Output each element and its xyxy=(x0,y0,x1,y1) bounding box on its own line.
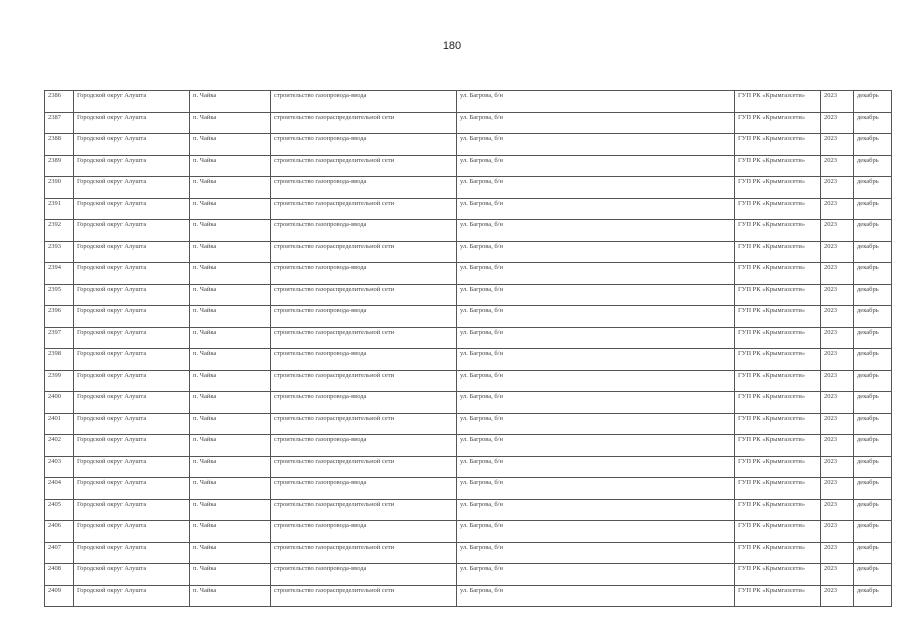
address-cell: ул. Багрова, б/н xyxy=(457,112,735,134)
district-cell: Городской округ Алушта xyxy=(74,134,190,156)
year-cell: 2023 xyxy=(821,220,854,242)
row-number-cell: 2409 xyxy=(45,585,74,607)
settlement-cell: п. Чайка xyxy=(190,370,271,392)
settlement-cell: п. Чайка xyxy=(190,435,271,457)
month-cell: декабрь xyxy=(854,392,892,414)
settlement-cell: п. Чайка xyxy=(190,542,271,564)
work-type-cell: строительство газопровода-ввода xyxy=(271,306,457,328)
settlement-cell: п. Чайка xyxy=(190,478,271,500)
row-number-cell: 2402 xyxy=(45,435,74,457)
settlement-cell: п. Чайка xyxy=(190,177,271,199)
settlement-cell: п. Чайка xyxy=(190,564,271,586)
work-type-cell: строительство газораспределительной сети xyxy=(271,585,457,607)
table-row xyxy=(45,177,892,199)
year-cell: 2023 xyxy=(821,91,854,113)
organization-cell: ГУП РК «Крымгазсети» xyxy=(735,585,821,607)
table-row xyxy=(45,306,892,328)
settlement-cell: п. Чайка xyxy=(190,241,271,263)
table-row xyxy=(45,134,892,156)
year-cell: 2023 xyxy=(821,456,854,478)
year-cell: 2023 xyxy=(821,112,854,134)
organization-cell: ГУП РК «Крымгазсети» xyxy=(735,220,821,242)
table-row xyxy=(45,284,892,306)
year-cell: 2023 xyxy=(821,370,854,392)
organization-cell: ГУП РК «Крымгазсети» xyxy=(735,327,821,349)
work-type-cell: строительство газораспределительной сети xyxy=(271,499,457,521)
work-type-cell: строительство газораспределительной сети xyxy=(271,456,457,478)
address-cell: ул. Багрова, б/н xyxy=(457,349,735,371)
settlement-cell: п. Чайка xyxy=(190,220,271,242)
district-cell: Городской округ Алушта xyxy=(74,413,190,435)
year-cell: 2023 xyxy=(821,499,854,521)
month-cell: декабрь xyxy=(854,564,892,586)
gas-works-table xyxy=(44,90,892,607)
work-type-cell: строительство газораспределительной сети xyxy=(271,112,457,134)
table-row xyxy=(45,198,892,220)
table-row xyxy=(45,499,892,521)
district-cell: Городской округ Алушта xyxy=(74,306,190,328)
settlement-cell: п. Чайка xyxy=(190,585,271,607)
district-cell: Городской округ Алушта xyxy=(74,155,190,177)
organization-cell: ГУП РК «Крымгазсети» xyxy=(735,370,821,392)
district-cell: Городской округ Алушта xyxy=(74,392,190,414)
month-cell: декабрь xyxy=(854,521,892,543)
district-cell: Городской округ Алушта xyxy=(74,284,190,306)
address-cell: ул. Багрова, б/н xyxy=(457,435,735,457)
month-cell: декабрь xyxy=(854,263,892,285)
address-cell: ул. Багрова, б/н xyxy=(457,413,735,435)
settlement-cell: п. Чайка xyxy=(190,155,271,177)
settlement-cell: п. Чайка xyxy=(190,198,271,220)
district-cell: Городской округ Алушта xyxy=(74,499,190,521)
address-cell: ул. Багрова, б/н xyxy=(457,521,735,543)
year-cell: 2023 xyxy=(821,435,854,457)
work-type-cell: строительство газораспределительной сети xyxy=(271,155,457,177)
district-cell: Городской округ Алушта xyxy=(74,585,190,607)
row-number-cell: 2388 xyxy=(45,134,74,156)
work-type-cell: строительство газопровода-ввода xyxy=(271,392,457,414)
work-type-cell: строительство газопровода-ввода xyxy=(271,91,457,113)
organization-cell: ГУП РК «Крымгазсети» xyxy=(735,155,821,177)
district-cell: Городской округ Алушта xyxy=(74,435,190,457)
organization-cell: ГУП РК «Крымгазсети» xyxy=(735,392,821,414)
year-cell: 2023 xyxy=(821,284,854,306)
table-row xyxy=(45,478,892,500)
month-cell: декабрь xyxy=(854,241,892,263)
table-row xyxy=(45,435,892,457)
district-cell: Городской округ Алушта xyxy=(74,263,190,285)
work-type-cell: строительство газораспределительной сети xyxy=(271,241,457,263)
row-number-cell: 2395 xyxy=(45,284,74,306)
address-cell: ул. Багрова, б/н xyxy=(457,542,735,564)
district-cell: Городской округ Алушта xyxy=(74,564,190,586)
month-cell: декабрь xyxy=(854,155,892,177)
district-cell: Городской округ Алушта xyxy=(74,478,190,500)
table-body xyxy=(45,91,892,607)
settlement-cell: п. Чайка xyxy=(190,134,271,156)
year-cell: 2023 xyxy=(821,542,854,564)
year-cell: 2023 xyxy=(821,585,854,607)
settlement-cell: п. Чайка xyxy=(190,112,271,134)
settlement-cell: п. Чайка xyxy=(190,91,271,113)
address-cell: ул. Багрова, б/н xyxy=(457,198,735,220)
work-type-cell: строительство газораспределительной сети xyxy=(271,413,457,435)
row-number-cell: 2392 xyxy=(45,220,74,242)
row-number-cell: 2405 xyxy=(45,499,74,521)
organization-cell: ГУП РК «Крымгазсети» xyxy=(735,198,821,220)
month-cell: декабрь xyxy=(854,585,892,607)
table-row xyxy=(45,542,892,564)
organization-cell: ГУП РК «Крымгазсети» xyxy=(735,349,821,371)
address-cell: ул. Багрова, б/н xyxy=(457,284,735,306)
year-cell: 2023 xyxy=(821,349,854,371)
settlement-cell: п. Чайка xyxy=(190,392,271,414)
organization-cell: ГУП РК «Крымгазсети» xyxy=(735,112,821,134)
year-cell: 2023 xyxy=(821,413,854,435)
settlement-cell: п. Чайка xyxy=(190,413,271,435)
address-cell: ул. Багрова, б/н xyxy=(457,155,735,177)
year-cell: 2023 xyxy=(821,478,854,500)
address-cell: ул. Багрова, б/н xyxy=(457,177,735,199)
district-cell: Городской округ Алушта xyxy=(74,327,190,349)
address-cell: ул. Багрова, б/н xyxy=(457,499,735,521)
address-cell: ул. Багрова, б/н xyxy=(457,220,735,242)
address-cell: ул. Багрова, б/н xyxy=(457,585,735,607)
table-row xyxy=(45,456,892,478)
month-cell: декабрь xyxy=(854,456,892,478)
address-cell: ул. Багрова, б/н xyxy=(457,392,735,414)
year-cell: 2023 xyxy=(821,521,854,543)
row-number-cell: 2404 xyxy=(45,478,74,500)
month-cell: декабрь xyxy=(854,435,892,457)
work-type-cell: строительство газопровода-ввода xyxy=(271,564,457,586)
settlement-cell: п. Чайка xyxy=(190,306,271,328)
month-cell: декабрь xyxy=(854,478,892,500)
row-number-cell: 2398 xyxy=(45,349,74,371)
district-cell: Городской округ Алушта xyxy=(74,198,190,220)
month-cell: декабрь xyxy=(854,91,892,113)
row-number-cell: 2387 xyxy=(45,112,74,134)
work-type-cell: строительство газопровода-ввода xyxy=(271,263,457,285)
address-cell: ул. Багрова, б/н xyxy=(457,478,735,500)
work-type-cell: строительство газопровода-ввода xyxy=(271,134,457,156)
table-row xyxy=(45,155,892,177)
organization-cell: ГУП РК «Крымгазсети» xyxy=(735,413,821,435)
table-row xyxy=(45,564,892,586)
work-type-cell: строительство газопровода-ввода xyxy=(271,478,457,500)
address-cell: ул. Багрова, б/н xyxy=(457,241,735,263)
row-number-cell: 2390 xyxy=(45,177,74,199)
row-number-cell: 2396 xyxy=(45,306,74,328)
work-type-cell: строительство газопровода-ввода xyxy=(271,220,457,242)
district-cell: Городской округ Алушта xyxy=(74,370,190,392)
table-row xyxy=(45,327,892,349)
row-number-cell: 2407 xyxy=(45,542,74,564)
settlement-cell: п. Чайка xyxy=(190,263,271,285)
district-cell: Городской округ Алушта xyxy=(74,349,190,371)
organization-cell: ГУП РК «Крымгазсети» xyxy=(735,564,821,586)
month-cell: декабрь xyxy=(854,327,892,349)
district-cell: Городской округ Алушта xyxy=(74,521,190,543)
year-cell: 2023 xyxy=(821,241,854,263)
organization-cell: ГУП РК «Крымгазсети» xyxy=(735,91,821,113)
work-type-cell: строительство газопровода-ввода xyxy=(271,435,457,457)
district-cell: Городской округ Алушта xyxy=(74,456,190,478)
row-number-cell: 2399 xyxy=(45,370,74,392)
address-cell: ул. Багрова, б/н xyxy=(457,456,735,478)
table-row xyxy=(45,263,892,285)
month-cell: декабрь xyxy=(854,413,892,435)
row-number-cell: 2397 xyxy=(45,327,74,349)
work-type-cell: строительство газопровода-ввода xyxy=(271,177,457,199)
settlement-cell: п. Чайка xyxy=(190,327,271,349)
month-cell: декабрь xyxy=(854,499,892,521)
table-row xyxy=(45,112,892,134)
row-number-cell: 2393 xyxy=(45,241,74,263)
table-row xyxy=(45,349,892,371)
row-number-cell: 2389 xyxy=(45,155,74,177)
year-cell: 2023 xyxy=(821,564,854,586)
table-row xyxy=(45,220,892,242)
settlement-cell: п. Чайка xyxy=(190,521,271,543)
table-row xyxy=(45,413,892,435)
row-number-cell: 2386 xyxy=(45,91,74,113)
row-number-cell: 2401 xyxy=(45,413,74,435)
organization-cell: ГУП РК «Крымгазсети» xyxy=(735,284,821,306)
row-number-cell: 2391 xyxy=(45,198,74,220)
row-number-cell: 2408 xyxy=(45,564,74,586)
address-cell: ул. Багрова, б/н xyxy=(457,134,735,156)
year-cell: 2023 xyxy=(821,155,854,177)
table-row xyxy=(45,585,892,607)
settlement-cell: п. Чайка xyxy=(190,499,271,521)
table-row xyxy=(45,241,892,263)
organization-cell: ГУП РК «Крымгазсети» xyxy=(735,263,821,285)
settlement-cell: п. Чайка xyxy=(190,349,271,371)
table-row xyxy=(45,392,892,414)
work-type-cell: строительство газораспределительной сети xyxy=(271,542,457,564)
settlement-cell: п. Чайка xyxy=(190,284,271,306)
address-cell: ул. Багрова, б/н xyxy=(457,327,735,349)
month-cell: декабрь xyxy=(854,198,892,220)
year-cell: 2023 xyxy=(821,198,854,220)
organization-cell: ГУП РК «Крымгазсети» xyxy=(735,521,821,543)
row-number-cell: 2403 xyxy=(45,456,74,478)
page-number: 180 xyxy=(442,40,462,52)
month-cell: декабрь xyxy=(854,112,892,134)
row-number-cell: 2406 xyxy=(45,521,74,543)
month-cell: декабрь xyxy=(854,349,892,371)
month-cell: декабрь xyxy=(854,134,892,156)
district-cell: Городской округ Алушта xyxy=(74,220,190,242)
month-cell: декабрь xyxy=(854,306,892,328)
month-cell: декабрь xyxy=(854,177,892,199)
year-cell: 2023 xyxy=(821,392,854,414)
organization-cell: ГУП РК «Крымгазсети» xyxy=(735,542,821,564)
address-cell: ул. Багрова, б/н xyxy=(457,263,735,285)
work-type-cell: строительство газораспределительной сети xyxy=(271,284,457,306)
work-type-cell: строительство газораспределительной сети xyxy=(271,198,457,220)
organization-cell: ГУП РК «Крымгазсети» xyxy=(735,435,821,457)
year-cell: 2023 xyxy=(821,263,854,285)
district-cell: Городской округ Алушта xyxy=(74,542,190,564)
organization-cell: ГУП РК «Крымгазсети» xyxy=(735,177,821,199)
month-cell: декабрь xyxy=(854,370,892,392)
table-row xyxy=(45,370,892,392)
work-type-cell: строительство газораспределительной сети xyxy=(271,327,457,349)
table-row xyxy=(45,91,892,113)
address-cell: ул. Багрова, б/н xyxy=(457,370,735,392)
month-cell: декабрь xyxy=(854,542,892,564)
district-cell: Городской округ Алушта xyxy=(74,177,190,199)
organization-cell: ГУП РК «Крымгазсети» xyxy=(735,134,821,156)
month-cell: декабрь xyxy=(854,284,892,306)
row-number-cell: 2394 xyxy=(45,263,74,285)
year-cell: 2023 xyxy=(821,306,854,328)
organization-cell: ГУП РК «Крымгазсети» xyxy=(735,306,821,328)
district-cell: Городской округ Алушта xyxy=(74,112,190,134)
row-number-cell: 2400 xyxy=(45,392,74,414)
year-cell: 2023 xyxy=(821,327,854,349)
district-cell: Городской округ Алушта xyxy=(74,241,190,263)
year-cell: 2023 xyxy=(821,134,854,156)
table-row xyxy=(45,521,892,543)
district-cell: Городской округ Алушта xyxy=(74,91,190,113)
address-cell: ул. Багрова, б/н xyxy=(457,91,735,113)
month-cell: декабрь xyxy=(854,220,892,242)
organization-cell: ГУП РК «Крымгазсети» xyxy=(735,499,821,521)
work-type-cell: строительство газораспределительной сети xyxy=(271,370,457,392)
work-type-cell: строительство газопровода-ввода xyxy=(271,349,457,371)
settlement-cell: п. Чайка xyxy=(190,456,271,478)
address-cell: ул. Багрова, б/н xyxy=(457,564,735,586)
organization-cell: ГУП РК «Крымгазсети» xyxy=(735,456,821,478)
organization-cell: ГУП РК «Крымгазсети» xyxy=(735,478,821,500)
address-cell: ул. Багрова, б/н xyxy=(457,306,735,328)
work-type-cell: строительство газопровода-ввода xyxy=(271,521,457,543)
organization-cell: ГУП РК «Крымгазсети» xyxy=(735,241,821,263)
year-cell: 2023 xyxy=(821,177,854,199)
